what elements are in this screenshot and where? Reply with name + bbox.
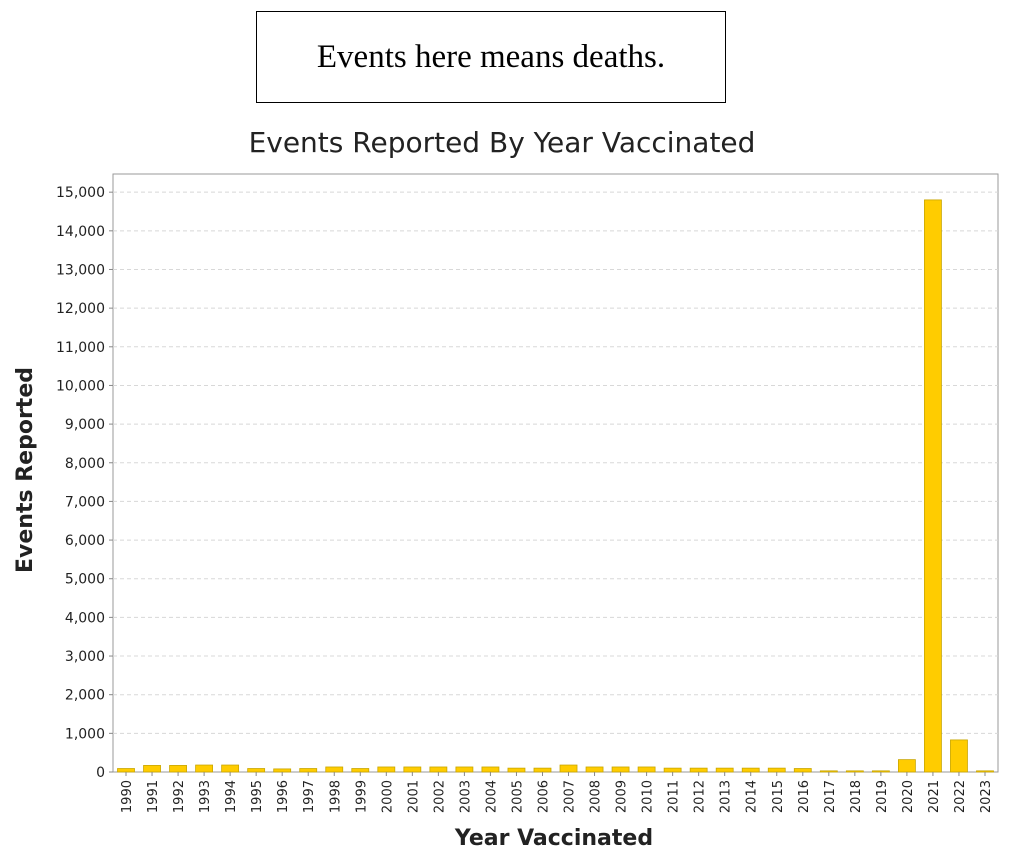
bar-2007 [560, 765, 577, 772]
bar-2022 [950, 740, 967, 772]
x-tick-label: 1997 [302, 780, 318, 814]
y-tick-label: 6,000 [64, 533, 105, 550]
bar-1993 [196, 765, 213, 772]
bar-2023 [976, 771, 993, 772]
bar-1996 [274, 769, 291, 772]
note-text: Events here means deaths. [316, 38, 666, 75]
x-tick-label: 2023 [978, 780, 994, 814]
y-tick-label: 8,000 [64, 455, 105, 472]
bar-2015 [768, 768, 785, 772]
bar-2021 [924, 200, 941, 772]
x-axis-label: Year Vaccinated [454, 826, 654, 851]
x-tick-label: 2015 [770, 780, 786, 814]
bar-2006 [534, 768, 551, 772]
bar-2014 [742, 768, 759, 772]
x-tick-label: 2005 [510, 780, 526, 814]
chart-title: Events Reported By Year Vaccinated [248, 126, 756, 159]
y-axis-label: Events Reported [13, 367, 38, 573]
x-tick-label: 2002 [432, 780, 448, 814]
bar-2008 [586, 767, 603, 772]
x-tick-label: 2011 [666, 780, 682, 814]
bar-2020 [898, 760, 915, 772]
x-tick-label: 1990 [120, 780, 136, 814]
x-tick-label: 1994 [224, 780, 240, 814]
bar-2000 [378, 767, 395, 772]
y-tick-label: 12,000 [56, 301, 105, 318]
bar-2004 [482, 767, 499, 772]
x-tick-label: 2022 [952, 780, 968, 814]
bar-1999 [352, 769, 369, 772]
x-tick-label: 2019 [874, 780, 890, 814]
bar-2019 [872, 771, 889, 772]
bar-1995 [248, 769, 265, 772]
bar-1990 [118, 769, 135, 772]
x-tick-label: 2016 [796, 780, 812, 814]
x-tick-label: 2021 [926, 780, 942, 814]
x-tick-label: 1992 [172, 780, 188, 814]
bar-1998 [326, 767, 343, 772]
x-tick-label: 2008 [588, 780, 604, 814]
x-tick-label: 2010 [640, 780, 656, 814]
x-tick-label: 2018 [848, 780, 864, 814]
x-tick-label: 2001 [406, 780, 422, 814]
bar-1991 [144, 765, 161, 772]
x-tick-label: 2003 [458, 780, 474, 814]
x-tick-label: 1998 [328, 780, 344, 814]
x-tick-label: 1996 [276, 780, 292, 814]
x-tick-label: 2009 [614, 780, 630, 814]
bar-2017 [820, 771, 837, 772]
y-tick-label: 4,000 [64, 610, 105, 627]
bar-2001 [404, 767, 421, 772]
y-tick-label: 1,000 [64, 726, 105, 743]
bar-2013 [716, 768, 733, 772]
x-tick-label: 1991 [146, 780, 162, 814]
bar-2002 [430, 767, 447, 772]
x-tick-label: 2017 [822, 780, 838, 814]
x-tick-label: 1999 [354, 780, 370, 814]
y-tick-label: 3,000 [64, 649, 105, 666]
x-tick-label: 2014 [744, 780, 760, 814]
y-tick-label: 13,000 [56, 262, 105, 279]
x-tick-label: 2020 [900, 780, 916, 814]
plot-frame [113, 174, 998, 772]
bar-2010 [638, 767, 655, 772]
x-tick-label: 2006 [536, 780, 552, 814]
y-tick-label: 10,000 [56, 378, 105, 395]
bar-1994 [222, 765, 239, 772]
x-tick-label: 2000 [380, 780, 396, 814]
bar-2011 [664, 768, 681, 772]
y-tick-label: 15,000 [56, 185, 105, 202]
bar-1997 [300, 769, 317, 772]
x-tick-label: 2004 [484, 780, 500, 814]
bar-1992 [170, 765, 187, 772]
x-tick-label: 2012 [692, 780, 708, 814]
x-tick-label: 2007 [562, 780, 578, 814]
x-tick-label: 2013 [718, 780, 734, 814]
y-tick-label: 0 [96, 765, 105, 781]
y-tick-label: 5,000 [64, 571, 105, 588]
x-tick-label: 1995 [250, 780, 266, 814]
bar-2009 [612, 767, 629, 772]
y-tick-label: 9,000 [64, 417, 105, 434]
bar-2003 [456, 767, 473, 772]
bar-2018 [846, 771, 863, 772]
y-tick-label: 11,000 [56, 339, 105, 356]
bar-2005 [508, 768, 525, 772]
y-tick-label: 2,000 [64, 687, 105, 704]
y-tick-label: 14,000 [56, 223, 105, 240]
x-tick-label: 1993 [198, 780, 214, 814]
bar-2016 [794, 769, 811, 772]
bar-2012 [690, 768, 707, 772]
y-tick-label: 7,000 [64, 494, 105, 511]
